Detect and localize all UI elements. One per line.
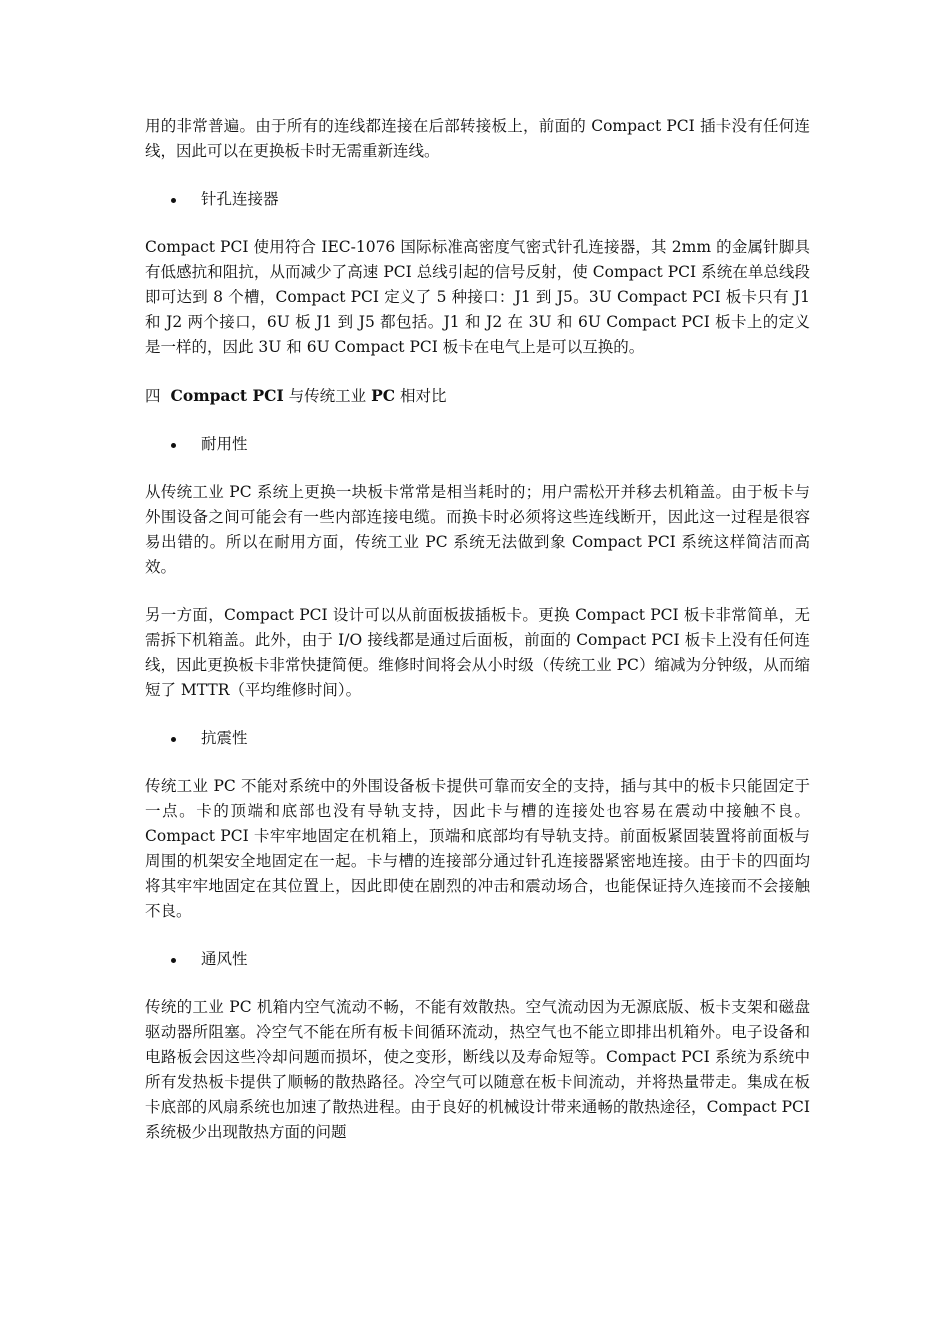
bullet-label: 通风性 [201, 950, 248, 968]
bullet-durability [145, 432, 810, 457]
bullet-pin-connector [145, 187, 810, 212]
bullet-label: 耐用性 [201, 435, 248, 453]
section-title-part-1: 与传统工业 [283, 387, 372, 405]
section-title-bold-2: PC [371, 386, 396, 405]
bullet-ventilation [145, 947, 810, 972]
bullet-dot-icon [171, 443, 176, 448]
document-body [145, 114, 810, 1145]
durability-paragraph-1: 从传统工业 PC 系统上更换一块板卡常常是相当耗时的；用户需松开并移去机箱盖。由于板卡与外围设备之间可能会有一些内部连接电缆。而换卡时必须将这些连线断开，因此这一过程是很容易出错的。所以在耐用方面，传统工业 PC 系统无法做到象 Compact PCI 系统这样简洁而高效。 [145, 483, 810, 576]
intro-paragraph: 用的非常普遍。由于所有的连线都连接在后部转接板上，前面的 Compact PCI 插卡没有任何连线，因此可以在更换板卡时无需重新连线。 [145, 117, 810, 160]
shock-paragraph: 传统工业 PC 不能对系统中的外围设备板卡提供可靠而安全的支持，插与其中的板卡只能固定于一点。卡的顶端和底部也没有导轨支持，因此卡与槽的连接处也容易在震动中接触不良。Compact PCI 卡牢牢地固定在机箱上，顶端和底部均有导轨支持。前面板紧固装置将前面板与周围的机架安全地固定在一起。卡与槽的连接部分通过针孔连接器紧密地连接。由于卡的四面均将其牢牢地固定在其位置上，因此即使在剧烈的冲击和震动场合，也能保证持久连接而不会接触不良。 [145, 777, 810, 920]
pin-connector-paragraph: Compact PCI 使用符合 IEC-1076 国际标准高密度气密式针孔连接器，其 2mm 的金属针脚具有低感抗和阻抗，从而减少了高速 PCI 总线引起的信号反射，使 Compact PCI 系统在单总线段即可达到 8 个槽，Compact PCI 定义了 5 种接口：J1 到 J5。3U Compact PCI 板卡只有 J1 和 J2 两个接口，6U 板 J1 到 J5 都包括。J1 和 J2 在 3U 和 6U Compact PCI 板卡上的定义是一样的，因此 3U 和 6U Compact PCI 板卡在电气上是可以互换的。 [145, 238, 810, 356]
bullet-dot-icon [171, 198, 176, 203]
bullet-shock-resistance [145, 726, 810, 751]
section-heading [145, 383, 810, 409]
bullet-dot-icon [171, 958, 176, 963]
bullet-label: 针孔连接器 [201, 190, 279, 208]
section-number: 四 [145, 387, 161, 405]
ventilation-paragraph: 传统的工业 PC 机箱内空气流动不畅，不能有效散热。空气流动因为无源底版、板卡支架和磁盘驱动器所阻塞。冷空气不能在所有板卡间循环流动，热空气也不能立即排出机箱外。电子设备和电路板会因这些冷却问题而损坏，使之变形，断线以及寿命短等。Compact PCI 系统为系统中所有发热板卡提供了顺畅的散热路径。冷空气可以随意在板卡间流动，并将热量带走。集成在板卡底部的风扇系统也加速了散热进程。由于良好的机械设计带来通畅的散热途径，Compact PCI 系统极少出现散热方面的问题 [145, 998, 810, 1141]
section-title-bold-1: Compact PCI [170, 386, 284, 405]
bullet-dot-icon [171, 737, 176, 742]
section-title-part-2: 相对比 [395, 387, 447, 405]
bullet-label: 抗震性 [201, 729, 248, 747]
durability-paragraph-2: 另一方面，Compact PCI 设计可以从前面板拔插板卡。更换 Compact PCI 板卡非常简单，无需拆下机箱盖。此外，由于 I/O 接线都是通过后面板，前面的 Compact PCI 板卡上没有任何连线，因此更换板卡非常快捷简便。维修时间将会从小时级（传统工业 PC）缩减为分钟级，从而缩短了 MTTR（平均维修时间）。 [145, 606, 810, 699]
